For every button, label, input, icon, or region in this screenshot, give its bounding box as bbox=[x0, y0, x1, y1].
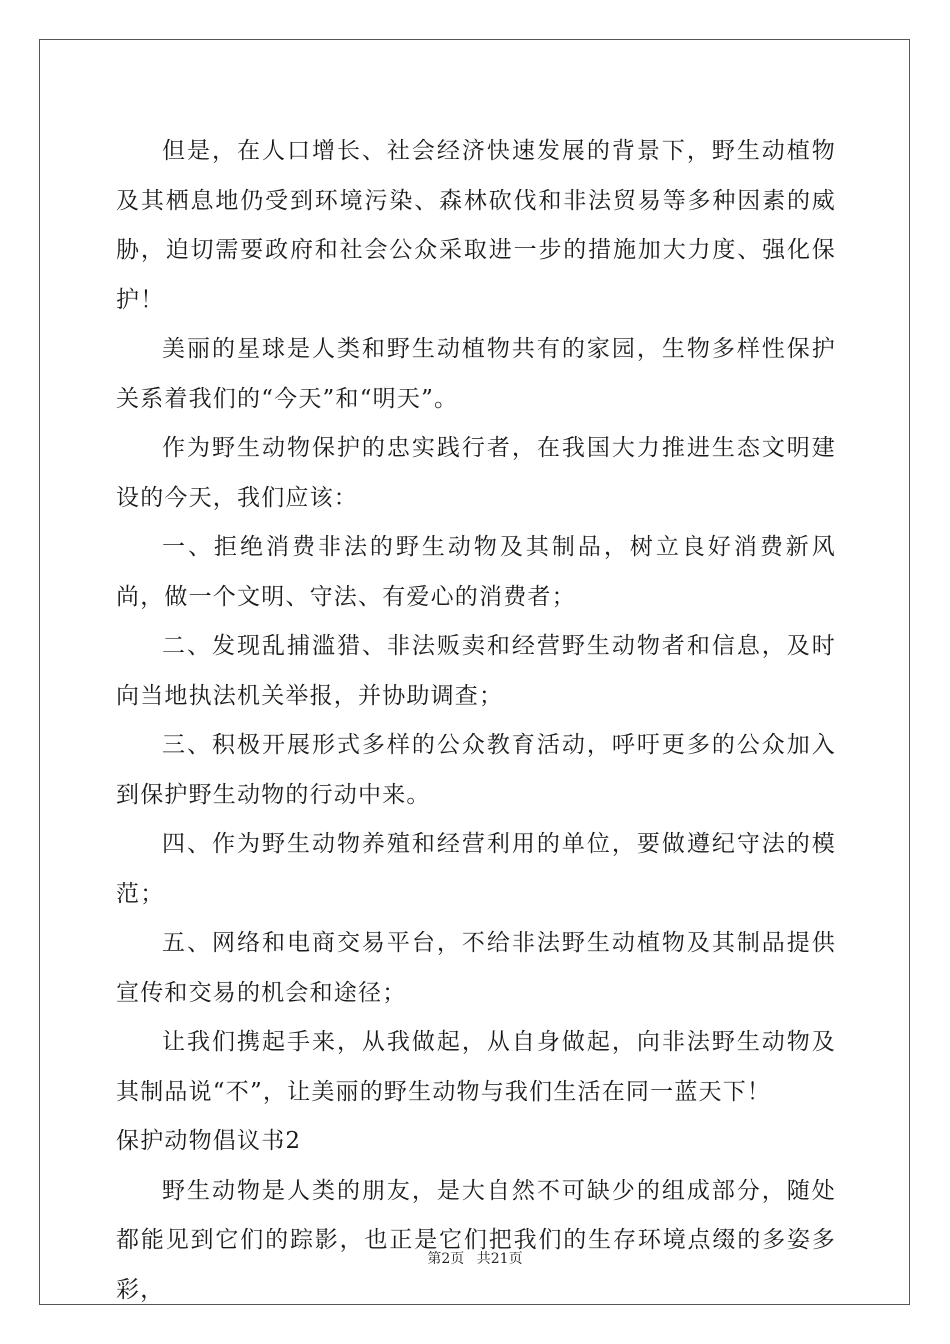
paragraph-wildlife-friends: 野生动物是人类的朋友，是大自然不可缺少的组成部分，随处都能见到它们的踪影，也正是它们把我们的生存环境点缀的多姿多彩， bbox=[116, 1177, 836, 1303]
section-heading: 保护动物倡议书2 bbox=[116, 1128, 302, 1154]
page-total: 共21页 bbox=[476, 1251, 523, 1267]
paragraph-shared-home: 美丽的星球是人类和野生动植物共有的家园，生物多样性保护关系着我们的“今天”和“明天”。 bbox=[116, 336, 836, 412]
page-number: 第2页 bbox=[427, 1251, 465, 1267]
page-footer bbox=[0, 1248, 950, 1268]
list-item-4: 四、作为野生动物养殖和经营利用的单位，要做遵纪守法的模范； bbox=[116, 831, 836, 907]
paragraph-threats: 但是，在人口增长、社会经济快速发展的背景下，野生动植物及其栖息地仍受到环境污染、森林砍伐和非法贸易等多种因素的威胁，迫切需要政府和社会公众采取进一步的措施加大力度、强化保护！ bbox=[116, 138, 836, 313]
list-item-5: 五、网络和电商交易平台，不给非法野生动植物及其制品提供宣传和交易的机会和途径； bbox=[116, 930, 836, 1006]
paragraph-we-should: 作为野生动物保护的忠实践行者，在我国大力推进生态文明建设的今天，我们应该： bbox=[116, 435, 836, 511]
document-body bbox=[116, 127, 836, 1315]
list-item-1: 一、拒绝消费非法的野生动物及其制品，树立良好消费新风尚，做一个文明、守法、有爱心的消费者； bbox=[116, 534, 836, 610]
paragraph-call-to-action: 让我们携起手来，从我做起，从自身做起，向非法野生动物及其制品说“不”，让美丽的野生动物与我们生活在同一蓝天下！ bbox=[116, 1029, 836, 1105]
list-item-3: 三、积极开展形式多样的公众教育活动，呼吁更多的公众加入到保护野生动物的行动中来。 bbox=[116, 732, 836, 808]
list-item-2: 二、发现乱捕滥猎、非法贩卖和经营野生动物者和信息，及时向当地执法机关举报，并协助调查； bbox=[116, 633, 836, 709]
